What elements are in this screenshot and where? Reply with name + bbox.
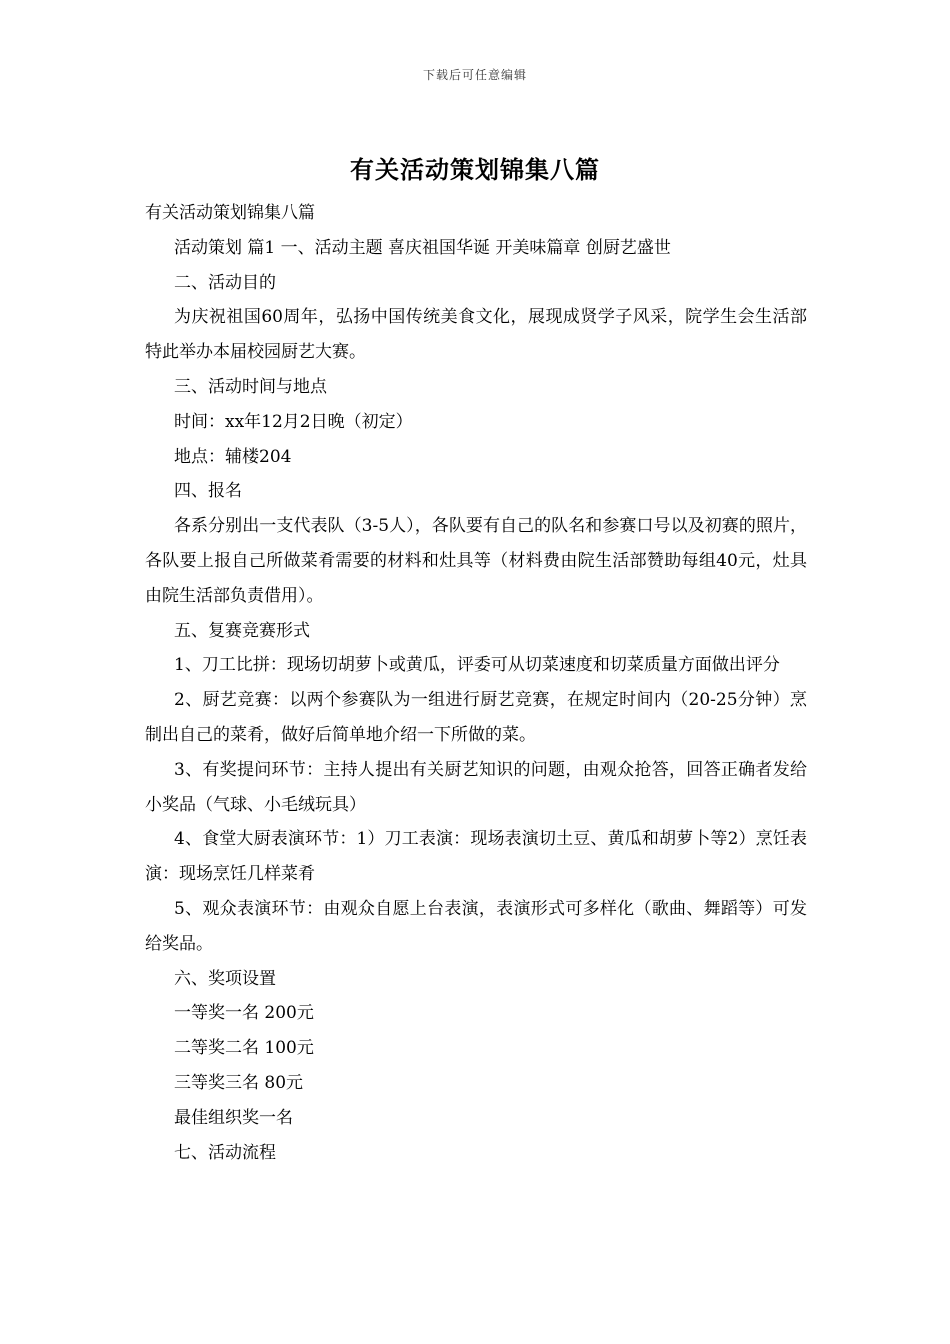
section-heading: 二、活动目的 xyxy=(174,272,276,293)
list-item: 5、观众表演环节：由观众自愿上台表演，表演形式可多样化（歌曲、舞蹈等）可发给奖品。 xyxy=(145,898,807,954)
section-heading: 五、复赛竞赛形式 xyxy=(174,620,310,641)
document-title: 有关活动策划锦集八篇 xyxy=(350,155,600,184)
paragraph: 活动策划 篇1 一、活动主题 喜庆祖国华诞 开美味篇章 创厨艺盛世 xyxy=(174,237,671,258)
list-item: 4、食堂大厨表演环节：1）刀工表演：现场表演切土豆、黄瓜和胡萝卜等2）烹饪表演：现场烹饪几样菜肴 xyxy=(145,829,807,885)
paragraph: 为庆祝祖国60周年，弘扬中国传统美食文化，展现成贤学子风采，院学生会生活部特此举办本届校园厨艺大赛。 xyxy=(145,307,807,363)
list-item: 一等奖一名 200元 xyxy=(174,1003,314,1024)
document-body xyxy=(145,196,807,1170)
section-heading: 四、报名 xyxy=(174,481,242,502)
paragraph: 时间：xx年12月2日晚（初定） xyxy=(174,411,413,432)
section-heading: 六、奖项设置 xyxy=(174,968,276,989)
paragraph: 有关活动策划锦集八篇 xyxy=(145,203,315,223)
list-item: 1、刀工比拼：现场切胡萝卜或黄瓜，评委可从切菜速度和切菜质量方面做出评分 xyxy=(174,655,780,676)
paragraph: 地点：辅楼204 xyxy=(174,446,292,467)
list-item: 三等奖三名 80元 xyxy=(174,1072,304,1093)
list-item: 3、有奖提问环节：主持人提出有关厨艺知识的问题，由观众抢答，回答正确者发给小奖品（气球、小毛绒玩具） xyxy=(145,759,807,815)
section-heading: 七、活动流程 xyxy=(174,1142,276,1163)
list-item: 最佳组织奖一名 xyxy=(174,1107,293,1128)
section-heading: 三、活动时间与地点 xyxy=(174,376,327,397)
list-item: 2、厨艺竞赛：以两个参赛队为一组进行厨艺竞赛，在规定时间内（20-25分钟）烹制出自己的菜肴，做好后简单地介绍一下所做的菜。 xyxy=(145,690,807,745)
list-item: 二等奖二名 100元 xyxy=(174,1038,314,1059)
header-note: 下载后可任意编辑 xyxy=(422,68,527,82)
paragraph: 各系分别出一支代表队（3-5人），各队要有自己的队名和参赛口号以及初赛的照片，各队要上报自己所做菜肴需要的材料和灶具等（材料费由院生活部赞助每组40元，灶具由院生活部负责借用）。 xyxy=(145,516,807,606)
